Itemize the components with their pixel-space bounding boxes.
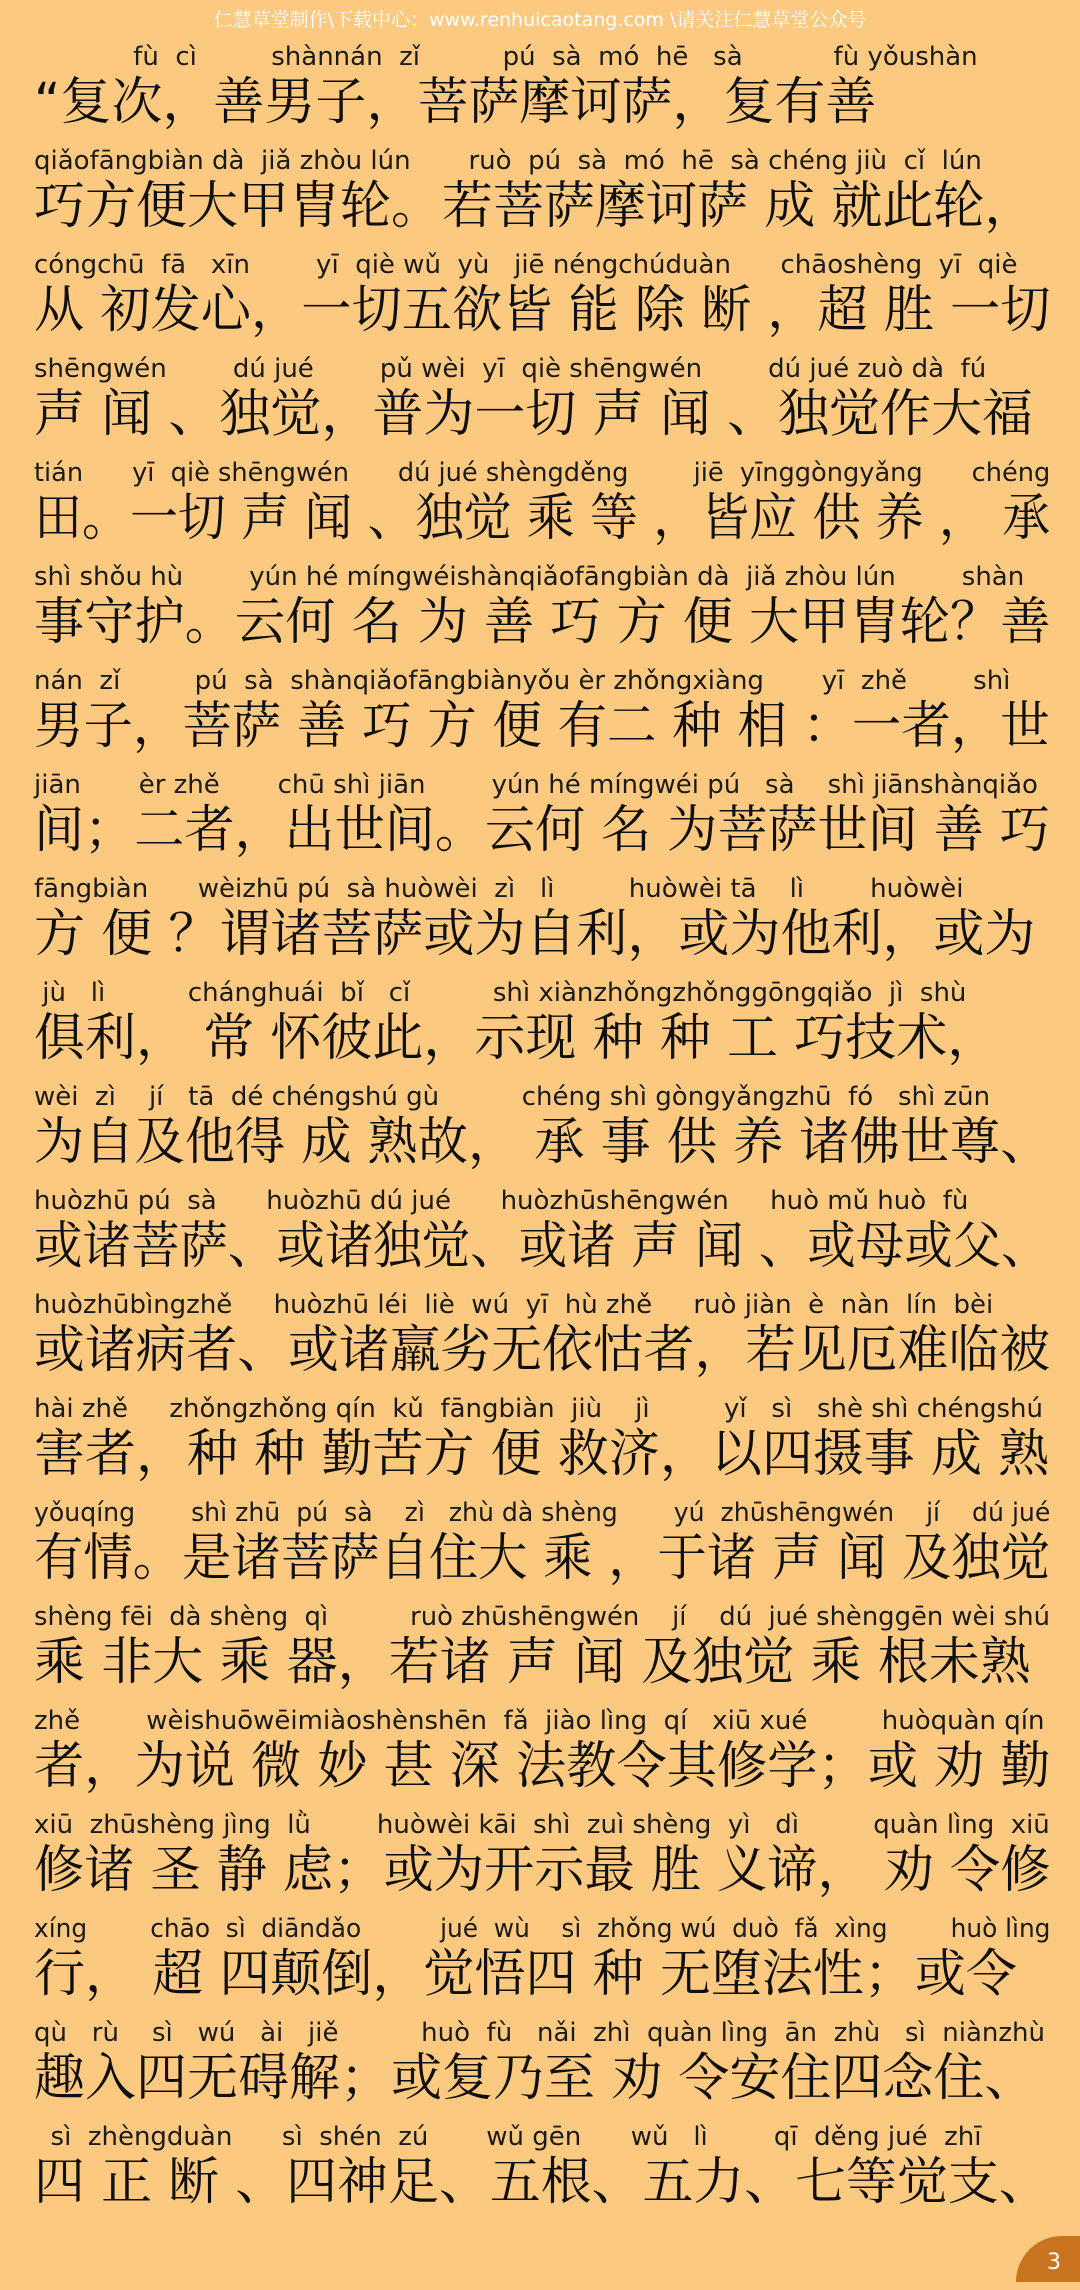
pinyin-line: jù lì chánghuái bǐ cǐ shì xiànzhǒngzhǒnggōngqiǎo jì shù xyxy=(34,978,967,1008)
pinyin-line: hài zhě zhǒngzhǒng qín kǔ fāngbiàn jiù jì yǐ sì shè shì chéngshú xyxy=(34,1394,1044,1424)
text-line xyxy=(34,664,1050,768)
pinyin-line: cóngchū fā xīn yī qiè wǔ yù jiē néngchúduàn chāoshèng yī qiè xyxy=(34,250,1018,280)
pinyin-line: wèi zì jí tā dé chéngshú gù chéng shì gòngyǎngzhū fó shì zūn xyxy=(34,1082,991,1112)
hanzi-line: 事守护。云何 名 为 善 巧 方 便 大甲胄轮？善 xyxy=(34,593,1051,652)
hanzi-line: 俱利， 常 怀彼此，示现 种 种 工 巧技术， xyxy=(34,1009,999,1068)
pinyin-line: shèng fēi dà shèng qì ruò zhūshēngwén jí dú jué shènggēn wèi shú xyxy=(34,1602,1051,1632)
text-line xyxy=(34,456,1050,560)
text-line xyxy=(34,1704,1050,1808)
pinyin-line: tián yī qiè shēngwén dú jué shèngděng jiē yīnggòngyǎng chéng xyxy=(34,458,1051,488)
pinyin-line: xiū zhūshèng jìng lǜ huòwèi kāi shì zuì shèng yì dì quàn lìng xiū xyxy=(34,1810,1050,1840)
scripture-text xyxy=(34,40,1050,2224)
text-line xyxy=(34,1808,1050,1912)
hanzi-line: “复次，善男子，菩萨摩诃萨，复有善 xyxy=(34,73,877,132)
text-line xyxy=(34,1600,1050,1704)
text-line xyxy=(34,248,1050,352)
text-line xyxy=(34,40,1050,144)
hanzi-line: 行， 超 四颠倒，觉悟四 种 无堕法性；或令 xyxy=(34,1945,1017,2004)
pinyin-line: xíng chāo sì diāndǎo jué wù sì zhǒng wú duò fǎ xìng huò lìng xyxy=(34,1914,1051,1944)
pinyin-line: fù cì shànnán zǐ pú sà mó hē sà fù yǒushàn xyxy=(34,42,978,72)
pinyin-line: qiǎofāngbiàn dà jiǎ zhòu lún ruò pú sà mó hē sà chéng jiù cǐ lún xyxy=(34,146,982,176)
text-line xyxy=(34,1184,1050,1288)
hanzi-line: 修诸 圣 静 虑；或为开示最 胜 义谛， 劝 令修 xyxy=(34,1841,1051,1900)
text-line xyxy=(34,352,1050,456)
text-line xyxy=(34,144,1050,248)
text-line xyxy=(34,1288,1050,1392)
hanzi-line: 田。一切 声 闻 、独觉 乘 等 ，皆应 供 养 ， 承 xyxy=(34,489,1051,548)
page-number-badge: 3 xyxy=(1016,2236,1080,2282)
header-credit: 仁慧草堂制作\下载中心：www.renhuicaotang.com \请关注仁慧草堂公众号 xyxy=(213,9,867,31)
hanzi-line: 害者，种 种 勤苦方 便 救济，以四摄事 成 熟 xyxy=(34,1425,1050,1484)
hanzi-line: 从 初发心，一切五欲皆 能 除 断 ，超 胜 一切 xyxy=(34,281,1051,340)
hanzi-line: 巧方便大甲胄轮。若菩萨摩诃萨 成 就此轮， xyxy=(34,177,1036,236)
hanzi-line: 方 便 ？谓诸菩萨或为自利，或为他利，或为 xyxy=(34,905,1036,964)
text-line xyxy=(34,976,1050,1080)
text-line xyxy=(34,1496,1050,1600)
hanzi-line: 男子，菩萨 善 巧 方 便 有二 种 相 ：一者，世 xyxy=(34,697,1050,756)
pinyin-line: huòzhū pú sà huòzhū dú jué huòzhūshēngwén huò mǔ huò fù xyxy=(34,1186,969,1216)
hanzi-line: 声 闻 、独觉，普为一切 声 闻 、独觉作大福 xyxy=(34,385,1034,444)
pinyin-line: yǒuqíng shì zhū pú sà zì zhù dà shèng yú zhūshēngwén jí dú jué xyxy=(34,1498,1051,1528)
text-line xyxy=(34,872,1050,976)
hanzi-line: 四 正 断 、四神足、五根、五力、七等觉支、 xyxy=(34,2153,1050,2212)
hanzi-line: 间；二者，出世间。云何 名 为菩萨世间 善 巧 xyxy=(34,801,1050,860)
hanzi-line: 或诸菩萨、或诸独觉、或诸 声 闻 、或母或父、 xyxy=(34,1217,1050,1276)
hanzi-line: 有情。是诸菩萨自住大 乘 ，于诸 声 闻 及独觉 xyxy=(34,1529,1051,1588)
pinyin-line: jiān èr zhě chū shì jiān yún hé míngwéi pú sà shì jiānshànqiǎo xyxy=(34,770,1038,800)
pinyin-line: fāngbiàn wèizhū pú sà huòwèi zì lì huòwèi tā lì huòwèi xyxy=(34,874,964,904)
hanzi-line: 乘 非大 乘 器，若诸 声 闻 及独觉 乘 根未熟 xyxy=(34,1633,1031,1692)
hanzi-line: 趣入四无碍解；或复乃至 劝 令安住四念住、 xyxy=(34,2049,1036,2108)
text-line xyxy=(34,768,1050,872)
pinyin-line: shēngwén dú jué pǔ wèi yī qiè shēngwén dú jué zuò dà fú xyxy=(34,354,987,384)
text-line xyxy=(34,1912,1050,2016)
text-line xyxy=(34,1080,1050,1184)
text-line xyxy=(34,1392,1050,1496)
text-line xyxy=(34,2120,1050,2224)
pinyin-line: nán zǐ pú sà shànqiǎofāngbiànyǒu èr zhǒngxiàng yī zhě shì xyxy=(34,666,1011,696)
hanzi-line: 为自及他得 成 熟故， 承 事 供 养 诸佛世尊、 xyxy=(34,1113,1051,1172)
pinyin-line: shì shǒu hù yún hé míngwéishànqiǎofāngbiàn dà jiǎ zhòu lún shàn xyxy=(34,562,1025,592)
pinyin-line: sì zhèngduàn sì shén zú wǔ gēn wǔ lì qī děng jué zhī xyxy=(34,2122,982,2152)
pinyin-line: huòzhūbìngzhě huòzhū léi liè wú yī hù zhě ruò jiàn è nàn lín bèi xyxy=(34,1290,994,1320)
pinyin-line: zhě wèishuōwēimiàoshènshēn fǎ jiào lìng qí xiū xué huòquàn qín xyxy=(34,1706,1045,1736)
pinyin-line: qù rù sì wú ài jiě huò fù nǎi zhì quàn lìng ān zhù sì niànzhù xyxy=(34,2018,1045,2048)
hanzi-line: 者，为说 微 妙 甚 深 法教令其修学；或 劝 勤 xyxy=(34,1737,1051,1796)
text-line xyxy=(34,560,1050,664)
text-line xyxy=(34,2016,1050,2120)
hanzi-line: 或诸病者、或诸羸劣无依怙者，若见厄难临被 xyxy=(34,1321,1051,1380)
